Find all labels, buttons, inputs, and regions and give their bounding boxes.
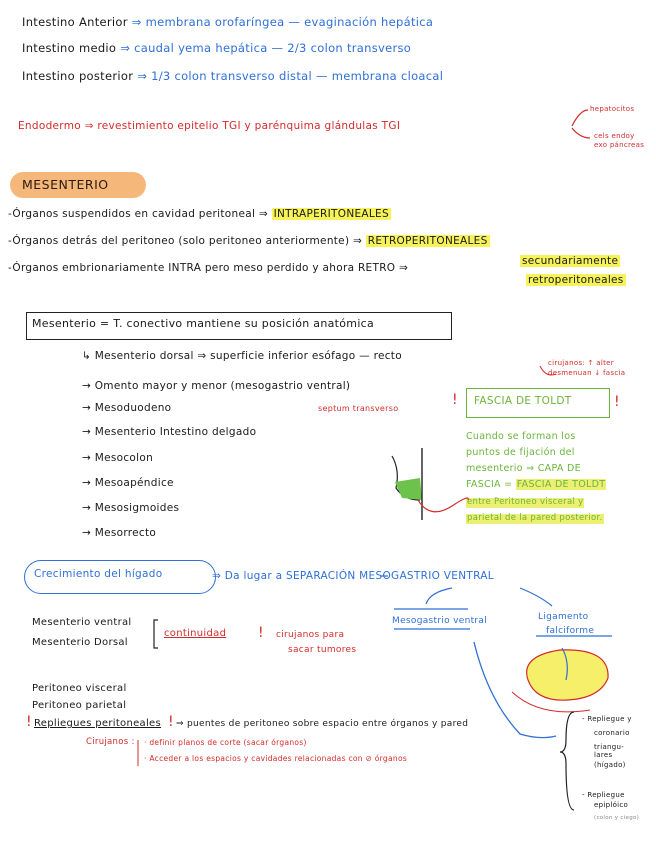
repliegue-1: - Repliegue y <box>582 715 632 723</box>
cirujanos-2: · Acceder a los espacios y cavidades relacionadas con ⊘ órganos <box>144 754 408 763</box>
toldt-desc-3: mesenterio ⇒ CAPA DE <box>466 463 581 474</box>
higado-separacion: ⇒ Da lugar a SEPARACIÓN MESOGASTRIO VENTRAL <box>212 570 494 582</box>
sacar-tumores: sacar tumores <box>288 645 357 655</box>
desc-intestino-anterior: ⇒ membrana orofaríngea — evaginación hepática <box>131 15 434 29</box>
repliegues-desc: ⇒ puentes de peritoneo sobre espacio entre órganos y pared <box>176 719 469 729</box>
toldt-desc-6: parietal de la pared posterior. <box>467 513 603 523</box>
branch-arrow-down <box>572 128 590 138</box>
item-mesoapendice: → Mesoapéndice <box>82 477 174 489</box>
exclaim-repliegues-2: ! <box>168 714 174 730</box>
arrow-ligamento <box>520 588 552 606</box>
arrow-mesogastrio <box>426 588 452 604</box>
item-omento: → Omento mayor y menor (mesogastrio ventral) <box>82 380 351 392</box>
cirujanos-fascia: desmenuan ↓ fascia <box>548 369 626 377</box>
item-mesosigmoides: → Mesosigmoides <box>82 502 180 514</box>
mesenterio-ventral: Mesenterio ventral <box>32 617 132 628</box>
bracket-mesenterio <box>154 620 158 648</box>
mesenterio-dorsal: ↳ Mesenterio dorsal ⇒ superficie inferior esófago — recto <box>82 350 402 362</box>
organos-secundario: -Órganos embrionariamente INTRA pero meso perdido y ahora RETRO ⇒ <box>8 262 409 274</box>
repliegues-peritoneales: Repliegues peritoneales <box>34 718 162 729</box>
item-mesoduodeno: → Mesoduodeno <box>82 402 172 414</box>
repliegue-6: - Repliegue <box>582 791 625 799</box>
continuidad: continuidad <box>164 628 227 639</box>
peritoneo-parietal: Peritoneo parietal <box>32 700 127 711</box>
exclaim-right: ! <box>614 394 620 410</box>
cirujanos-1: · definir planos de corte (sacar órganos) <box>144 738 307 747</box>
item-mesenterio-id: → Mesenterio Intestino delgado <box>82 426 257 438</box>
tag-retroperitoneales: RETROPERITONEALES <box>367 235 488 247</box>
repliegue-2: coronario <box>594 729 630 737</box>
toldt-desc-1: Cuando se forman los <box>466 431 576 442</box>
tag-intraperitoneales: INTRAPERITONEALES <box>273 208 389 220</box>
branch-pancreas: exo páncreas <box>594 141 645 149</box>
branch-hepatocitos: hepatocitos <box>590 105 635 113</box>
label-intestino-posterior: Intestino posterior <box>22 69 134 83</box>
repliegue-8: (colon y ciego) <box>594 815 640 821</box>
branch-arrow-up <box>572 110 588 126</box>
desc-intestino-posterior: ⇒ 1/3 colon transverso distal — membrana cloacal <box>137 69 444 83</box>
label-intestino-anterior: Intestino Anterior <box>22 15 128 29</box>
organos-intra-text: -Órganos suspendidos en cavidad peritoneal ⇒ <box>8 208 268 220</box>
organos-retro-text: -Órganos detrás del peritoneo (solo peritoneo anteriormente) ⇒ <box>8 235 363 247</box>
mesenterio-title: MESENTERIO <box>22 177 109 192</box>
toldt-desc-4b: FASCIA DE TOLDT <box>516 479 606 490</box>
toldt-desc-5: entre Peritoneo visceral y <box>467 497 584 507</box>
sketch-green-fill <box>395 478 422 500</box>
falciforme-label: falciforme <box>546 626 595 636</box>
higado-cloud-text: Crecimiento del hígado <box>34 568 163 580</box>
exclaim-left: ! <box>452 392 458 408</box>
branch-cels: cels endoy <box>594 132 635 140</box>
repliegue-4: lares <box>594 751 613 759</box>
toldt-title: FASCIA DE TOLDT <box>474 395 572 407</box>
cirujanos-para: cirujanos para <box>276 630 345 640</box>
mesogastrio-ventral: Mesogastrio ventral <box>392 616 488 626</box>
label-intestino-medio: Intestino medio <box>22 41 117 55</box>
line-endodermo: Endodermo ⇒ revestimiento epitelio TGI y parénquima glándulas TGI <box>18 120 401 132</box>
exclaim-cont: ! <box>258 625 264 641</box>
exclaim-repliegues: ! <box>26 714 32 730</box>
item-mesocolon: → Mesocolon <box>82 452 154 464</box>
bracket-repliegues <box>560 712 574 810</box>
tag-secundariamente: secundariamente <box>522 255 619 267</box>
cirujanos-arrow <box>540 366 556 375</box>
tag-retroperitoneales-2: retroperitoneales <box>528 274 624 286</box>
desc-intestino-medio: ⇒ caudal yema hepática — 2/3 colon transverso <box>120 41 412 55</box>
definicion-text: Mesenterio = T. conectivo mantiene su posición anatómica <box>32 317 375 330</box>
item-mesorrecto: → Mesorrecto <box>82 527 157 539</box>
peritoneo-visceral: Peritoneo visceral <box>32 683 127 694</box>
repliegue-5: (hígado) <box>594 761 626 769</box>
cirujanos-label: Cirujanos : <box>86 737 135 747</box>
mesenterio-dorsal-2: Mesenterio Dorsal <box>32 637 128 648</box>
repliegue-7: epiplóico <box>594 801 629 809</box>
septum-transverso: septum transverso <box>318 404 399 413</box>
toldt-desc-4a: FASCIA = <box>466 479 513 490</box>
toldt-desc-2: puntos de fijación del <box>466 447 575 458</box>
cirujanos-alter: cirujanos: ↑ alter <box>548 359 614 367</box>
repliegue-3: triangu- <box>594 743 625 751</box>
sketch-red-arrow <box>418 498 468 512</box>
ligamento-label: Ligamento <box>538 612 589 622</box>
